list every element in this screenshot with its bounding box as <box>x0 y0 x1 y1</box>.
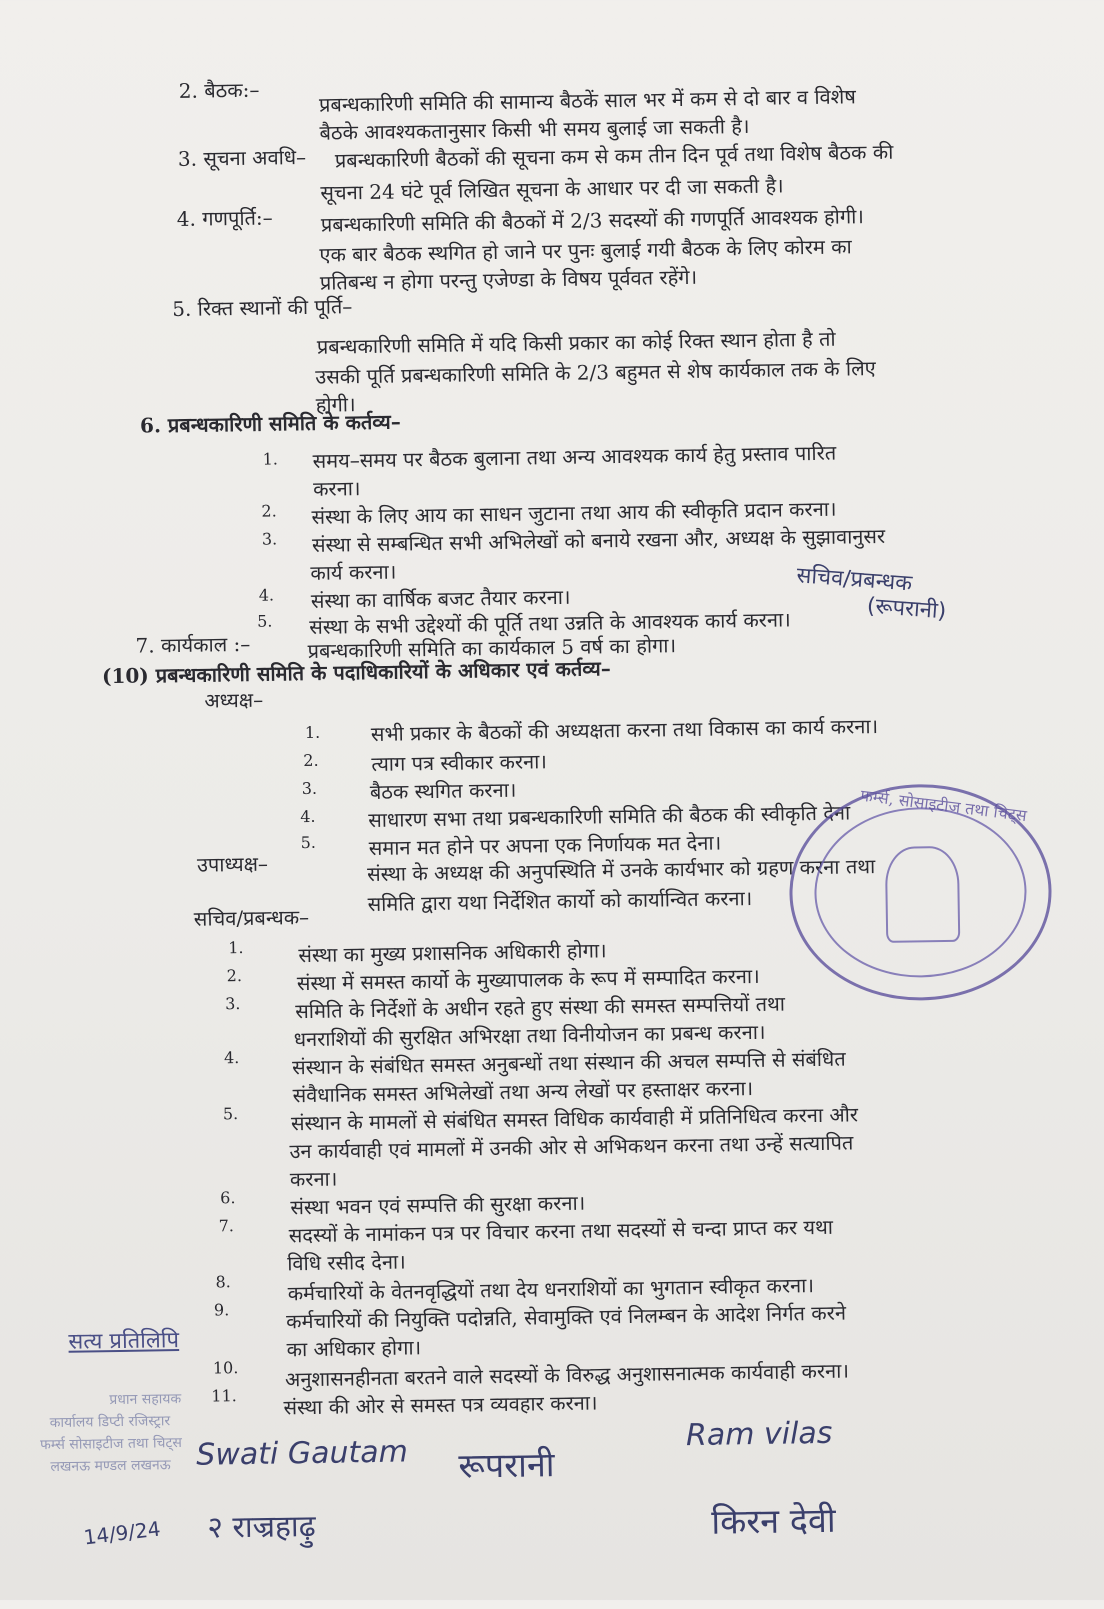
signature-ram: Ram vilas <box>685 1415 833 1454</box>
sachiv-heading: सचिव/प्रबन्धक– <box>193 904 310 931</box>
seal-line: कार्यालय डिप्टी रजिस्ट्रार <box>49 1413 171 1432</box>
sachiv-duty: का अधिकार होगा। <box>286 1335 422 1362</box>
sachiv-duty: कर्मचारियों के वेतनवृद्धियों तथा देय धनराशियों का भुगतान स्वीकृत करना। <box>287 1273 815 1306</box>
sachiv-duty: संस्था भवन एवं सम्पत्ति की सुरक्षा करना। <box>290 1190 586 1220</box>
item-number: 7. <box>218 1216 235 1236</box>
upadhyaksh-line: संस्था के अध्यक्ष की अनुपस्थिति में उनके कार्यभार को ग्रहण करना तथा <box>366 854 876 887</box>
sachiv-duty: संस्था में समस्त कार्यो के मुख्यापालक के रूप में सम्पादित करना। <box>296 963 760 996</box>
section-5-heading: 5. रिक्त स्थानों की पूर्ति– <box>172 294 353 322</box>
adhyaksh-heading: अध्यक्ष– <box>204 687 264 713</box>
item-number: 2. <box>261 501 277 521</box>
sachiv-duty: विधि रसीद देना। <box>287 1249 406 1276</box>
duty-line: संस्था के लिए आय का साधन जुटाना तथा आय की स्वीकृति प्रदान करना। <box>311 496 837 529</box>
item-number: 4. <box>300 806 316 827</box>
duty-line: समय–समय पर बैठक बुलाना तथा अन्य आवश्यक कार्य हेतु प्रस्ताव पारित <box>312 440 837 473</box>
emblem-icon <box>885 846 960 943</box>
section-5-line-1: प्रबन्धकारिणी समिति में यदि किसी प्रकार का कोई रिक्त स्थान होता है तो <box>316 326 836 359</box>
item-number: 1. <box>304 722 321 742</box>
handwritten-date: 14/9/24 <box>82 1516 162 1550</box>
section-4-line-2: एक बार बैठक स्थगित हो जाने पर पुनः बुलाई गयी बैठक के लिए कोरम का <box>319 234 852 267</box>
item-number: 4. <box>258 585 275 605</box>
signature-hindi: २ राज्रहाढ़ु <box>207 1508 316 1546</box>
duty-line: संस्था के सभी उद्देश्यों की पूर्ति तथा उन्नति के आवश्यक कार्य करना। <box>309 607 791 639</box>
adhyaksh-duty: त्याग पत्र स्वीकार करना। <box>371 749 548 776</box>
sachiv-duty: संस्थान के संबंधित समस्त अनुबन्धों तथा संस्थान की अचल सम्पत्ति से संबंधित <box>291 1046 846 1080</box>
sachiv-duty: संस्थान के मामलों से संबंधित समस्त विधिक कार्यवाही में प्रतिनिधित्व करना और <box>290 1102 859 1136</box>
adhyaksh-duty: सभी प्रकार के बैठकों की अध्यक्षता करना तथा विकास का कार्य करना। <box>370 713 879 746</box>
duty-line: संस्था से सम्बन्धित सभी अभिलेखों को बनाये रखना और, अध्यक्ष के सुझावानुसर <box>311 523 886 557</box>
item-number: 11. <box>211 1386 237 1406</box>
seal-line: लखनऊ मण्डल लखनऊ <box>50 1457 171 1476</box>
section-4-heading: 4. गणपूर्ति:– <box>176 205 273 231</box>
item-number: 2. <box>226 966 243 986</box>
margin-handwritten-note: (रूपरानी) <box>866 593 948 625</box>
section-10-heading: (10) प्रबन्धकारिणी समिति के पदाधिकारियों के अधिकार एवं कर्तव्य– <box>101 656 611 689</box>
section-5-line-2: उसकी पूर्ति प्रबन्धकारिणी समिति के 2/3 बहुमत से शेष कार्यकाल तक के लिए <box>315 355 876 389</box>
sachiv-duty: संस्था का मुख्य प्रशासनिक अधिकारी होगा। <box>298 938 607 968</box>
stamp-text: फर्म्स, सोसाइटीज तथा चिट्स <box>859 785 1028 826</box>
margin-handwritten-note: सचिव/प्रबन्धक <box>795 563 913 597</box>
sachiv-duty: उन कार्यवाही एवं मामलों में उनकी ओर से अभिकथन करना तथा उन्हें सत्यापित <box>289 1130 854 1164</box>
section-3-line-1: प्रबन्धकारिणी बैठकों की सूचना कम से कम तीन दिन पूर्व तथा विशेष बैठक की <box>334 139 894 173</box>
item-number: 2. <box>303 750 319 771</box>
signature-kiran: किरन देवी <box>711 1500 836 1543</box>
item-number: 8. <box>215 1272 231 1292</box>
true-copy-handwritten: सत्य प्रतिलिपि <box>68 1328 180 1355</box>
item-number: 5. <box>222 1104 239 1124</box>
sachiv-duty: करना। <box>289 1166 338 1192</box>
adhyaksh-duty: समान मत होने पर अपना एक निर्णायक मत देना। <box>368 830 722 861</box>
signature-swati: Swati Gautam <box>195 1434 409 1473</box>
item-number: 6. <box>220 1188 236 1208</box>
item-number: 1. <box>228 937 244 958</box>
section-4-line-1: प्रबन्धकारिणी समिति की बैठकों में 2/3 सदस्यों की गणपूर्ति आवश्यक होगी। <box>320 204 865 237</box>
item-number: 5. <box>257 611 273 631</box>
item-number: 9. <box>213 1300 230 1320</box>
sachiv-duty: संवैधानिक समस्त अभिलेखों तथा अन्य लेखों पर हस्ताक्षर करना। <box>292 1076 754 1108</box>
duty-line: कार्य करना। <box>310 559 397 585</box>
sachiv-duty: धनराशियों की सुरक्षित अभिरक्षा तथा विनीयोजन का प्रबन्ध करना। <box>293 1019 766 1052</box>
item-number: 1. <box>262 449 279 469</box>
item-number: 5. <box>300 832 317 853</box>
seal-line: प्रधान सहायक <box>109 1391 182 1409</box>
sachiv-duty: संस्था की ओर से समस्त पत्र व्यवहार करना। <box>283 1390 598 1420</box>
section-7-heading: 7. कार्यकाल :– <box>135 631 251 658</box>
section-3-heading: 3. सूचना अवधि– <box>177 144 307 171</box>
seal-line: फर्म्स सोसाइटीज तथा चिट्स <box>39 1435 183 1454</box>
item-number: 3. <box>225 994 241 1014</box>
item-number: 4. <box>223 1048 240 1068</box>
section-2-heading: 2. बैठक:– <box>178 77 260 103</box>
item-number: 3. <box>261 529 278 549</box>
duty-line: संस्था का वार्षिक बजट तैयार करना। <box>310 584 571 613</box>
sachiv-duty: अनुशासनहीनता बरतने वाले सदस्यों के विरुद्ध अनुशासनात्मक कार्यवाही करना। <box>284 1358 850 1392</box>
upadhyaksh-heading: उपाध्यक्ष– <box>196 851 269 877</box>
adhyaksh-duty: साधारण सभा तथा प्रबन्धकारिणी समिति की बैठक की स्वीकृति देना <box>368 800 851 833</box>
signature-ruprani: रूपरानी <box>458 1445 555 1487</box>
item-number: 3. <box>301 778 318 799</box>
adhyaksh-duty: बैठक स्थगित करना। <box>369 777 517 804</box>
section-7-line-1: प्रबन्धकारिणी समिति का कार्यकाल 5 वर्ष का होगा। <box>307 633 677 663</box>
section-3-line-2: सूचना 24 घंटे पूर्व लिखित सूचना के आधार पर दी जा सकती है। <box>320 173 784 205</box>
section-5-line-3: होगी। <box>315 392 356 417</box>
item-number: 10. <box>212 1358 239 1378</box>
section-2-line-2: बैठके आवश्यकतानुसार किसी भी समय बुलाई जा सकती है। <box>319 113 750 145</box>
sachiv-duty: कर्मचारियों की नियुक्ति पदोन्नति, सेवामुक्ति एवं निलम्बन के आदेश निर्गत करने <box>285 1300 847 1334</box>
section-6-heading: 6. प्रबन्धकारिणी समिति के कर्तव्य– <box>139 409 401 438</box>
upadhyaksh-line: समिति द्वारा यथा निर्देशित कार्यो को कार्यान्वित करना। <box>367 885 753 917</box>
duty-line: करना। <box>312 476 361 501</box>
sachiv-duty: समिति के निर्देशों के अधीन रहते हुए संस्था की समस्त सम्पत्तियों तथा <box>295 991 786 1024</box>
sachiv-duty: सदस्यों के नामांकन पत्र पर विचार करना तथा सदस्यों से चन्दा प्राप्त कर यथा <box>288 1214 834 1248</box>
section-4-line-3: प्रतिबन्ध न होगा परन्तु एजेण्डा के विषय पूर्ववत रहेंगे। <box>319 264 698 295</box>
section-2-line-1: प्रबन्धकारिणी समिति की सामान्य बैठकें साल भर में कम से दो बार व विशेष <box>318 84 856 117</box>
